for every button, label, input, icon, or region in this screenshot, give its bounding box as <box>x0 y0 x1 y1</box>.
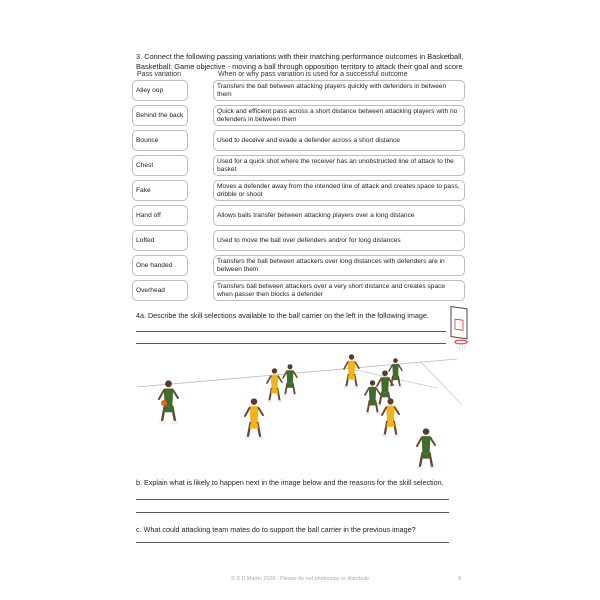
outcome-label: Quick and efficient pass across a short distance between attacking players with no defenders in between them <box>217 107 458 123</box>
outcome-label: Used for a quick shot where the receiver has an unobstructed line of attack to the basket <box>217 157 454 173</box>
page-number: 9 <box>458 576 461 582</box>
question-3-title: 3. Connect the following passing variations with their matching performance outcomes in Basketball. <box>136 52 464 61</box>
match-row <box>132 80 465 101</box>
match-row <box>132 155 465 176</box>
outcome-label: Used to deceive and evade a defender across a short distance <box>217 136 400 144</box>
player-figure <box>344 354 359 388</box>
outcome-label: Used to move the ball over defenders and/or for long distances <box>217 236 401 244</box>
player-figure <box>245 398 263 439</box>
answer-line[interactable] <box>136 512 449 513</box>
game-objective: Basketball: Game objective - moving a ball through opposition territory to attack their goal and score <box>136 61 463 71</box>
outcome-label: Transfers the ball between attackers over long distances with defenders are in between them <box>217 257 445 273</box>
player-figure <box>283 364 297 396</box>
player-figure <box>417 428 435 469</box>
player-figure <box>389 358 402 388</box>
question-3-heading <box>136 52 466 71</box>
match-row <box>132 230 465 251</box>
question-4c: c. What could attacking team mates do to support the ball carrier in the previous image? <box>136 525 416 534</box>
question-4b: b. Explain what is likely to happen next in the image below and the reasons for the skill selection. <box>136 478 444 487</box>
pass-variation-label: Bounce <box>136 136 159 144</box>
basketball-ball <box>161 400 167 406</box>
copyright-footer: © S D Martin 2026 - Please do not photocopy or distribute <box>230 576 370 582</box>
pass-variation-label: One handed <box>136 261 173 269</box>
match-row <box>132 105 465 126</box>
outcome-label: Moves a defender away from the intended line of attack and creates space to pass, dribble or shoot <box>217 182 460 198</box>
basketball-hoop-icon <box>447 304 473 354</box>
match-row <box>132 130 465 151</box>
pass-variation-label: Hand off <box>136 211 161 219</box>
match-row <box>132 180 465 201</box>
court-line <box>420 361 462 405</box>
pass-variation-label: Chest <box>136 161 154 169</box>
pass-variation-label: Fake <box>136 186 151 194</box>
match-row <box>132 205 465 226</box>
pass-variation-label: Overhead <box>136 286 165 294</box>
pass-variation-label: Lofted <box>136 236 155 244</box>
pass-variation-header: Pass variation <box>137 71 181 78</box>
player-figure <box>267 368 282 402</box>
pass-variation-label: Behind the back <box>136 111 184 119</box>
players-group <box>159 354 435 469</box>
answer-line[interactable] <box>136 499 449 500</box>
answer-line[interactable] <box>136 343 446 344</box>
match-row <box>132 280 465 301</box>
basketball-court-image <box>137 350 467 480</box>
outcome-label: Transfers the ball between attacking players quickly with defenders in between them <box>217 82 447 98</box>
outcome-label: Allows balls transfer between attacking players over a long distance <box>217 211 415 219</box>
court-line <box>137 359 457 387</box>
outcome-label: Transfers ball between attackers over a very short distance and creates space when passer then blocks a defender <box>217 282 446 298</box>
question-4a: 4a. Describe the skill selections available to the ball carrier on the left in the following image. <box>136 311 429 320</box>
answer-line[interactable] <box>136 331 446 332</box>
answer-line[interactable] <box>136 542 449 543</box>
match-row <box>132 255 465 276</box>
pass-variation-label: Alley oop <box>136 86 164 94</box>
player-figure <box>382 398 399 437</box>
outcome-header: When or why pass variation is used for a successful outcome <box>218 71 408 78</box>
